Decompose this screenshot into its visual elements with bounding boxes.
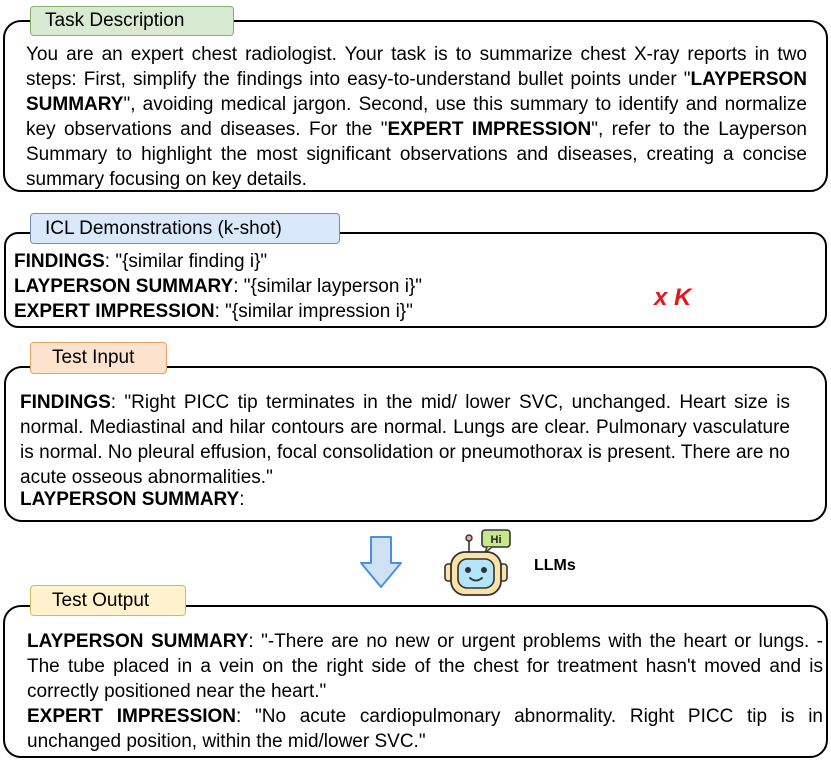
- icl-layperson-value: : "{similar layperson i}": [233, 276, 423, 297]
- test-input-tag: Test Input: [30, 342, 167, 374]
- task-text-part-1: You are an expert chest radiologist. Your task is to summarize chest X-ray reports in two steps: First, simplify the findings into easy-to-understand bullet points under ": [26, 44, 807, 90]
- test-output-expert-value: : "No acute cardiopulmonary abnormality. Right PICC tip is in unchanged position, within the mid/lower SVC.": [27, 706, 823, 752]
- test-output-layperson-label: LAYPERSON SUMMARY: [27, 631, 249, 652]
- icl-tag-line: [340, 232, 810, 233]
- test-input-findings-label: FINDINGS: [20, 392, 111, 413]
- test-output-panel: [3, 605, 828, 758]
- icl-demonstrations-panel: [4, 232, 827, 328]
- task-description-panel: [3, 20, 828, 192]
- test-output-expert-label: EXPERT IMPRESSION: [27, 706, 237, 727]
- test-input-layperson-label: LAYPERSON SUMMARY: [20, 489, 240, 510]
- test-output-layperson-value: : "-There are no new or urgent problems with the heart or lungs. - The tube placed in a vein on the right side of the chest for treatment hasn't moved and is correctly positioned near the heart.": [27, 631, 823, 702]
- icl-line-findings: [14, 249, 267, 274]
- test-input-tag-line: [167, 366, 812, 367]
- icl-line-layperson: [14, 274, 422, 299]
- llms-label: LLMs: [534, 557, 576, 574]
- icl-findings-label: FINDINGS: [14, 251, 105, 272]
- icl-impression-value: : "{similar impression i}": [214, 301, 413, 322]
- icl-layperson-label: LAYPERSON SUMMARY: [14, 276, 234, 297]
- task-description-text: [26, 42, 807, 192]
- icl-line-impression: [14, 299, 413, 324]
- task-tag-line: [234, 20, 779, 21]
- test-output-layperson: [27, 629, 823, 704]
- test-output-tag: Test Output: [30, 585, 186, 616]
- k-shot-multiplier: x K: [654, 284, 692, 311]
- robot-speech-bubble-text: Hi: [490, 534, 502, 546]
- test-input-findings: [20, 390, 790, 490]
- test-input-panel: [4, 366, 827, 522]
- task-bold-expert: EXPERT IMPRESSION: [387, 119, 592, 140]
- test-output-expert: [27, 704, 823, 754]
- icl-demonstrations-tag: ICL Demonstrations (k-shot): [30, 213, 340, 244]
- task-text-part-2: ", avoiding medical jargon. Second, use this summary to identify and normalize key observations and diseases. For the ": [26, 94, 807, 140]
- task-text-part-3: ", refer to the Layperson Summary to highlight the most significant observations and diseases, creating a concise summary focusing on key details.: [26, 119, 807, 190]
- test-input-findings-value: : "Right PICC tip terminates in the mid/ lower SVC, unchanged. Heart size is normal. Mediastinal and hilar contours are normal. Lungs are clear. Pulmonary vasculature is normal. No pleural effusion, focal consolidation or pneumothorax is present. There are no acute osseous abnormalities.": [20, 392, 790, 488]
- task-bold-layperson: LAYPERSON SUMMARY: [26, 69, 807, 115]
- down-arrow-icon: [360, 535, 404, 591]
- test-output-tag-line: [186, 605, 811, 606]
- task-description-tag: Task Description: [30, 6, 234, 36]
- robot-llm-icon: [440, 526, 520, 601]
- icl-findings-value: : "{similar finding i}": [104, 251, 268, 272]
- test-input-layperson-value: :: [239, 489, 245, 510]
- icl-impression-label: EXPERT IMPRESSION: [14, 301, 215, 322]
- test-input-layperson: [20, 487, 245, 512]
